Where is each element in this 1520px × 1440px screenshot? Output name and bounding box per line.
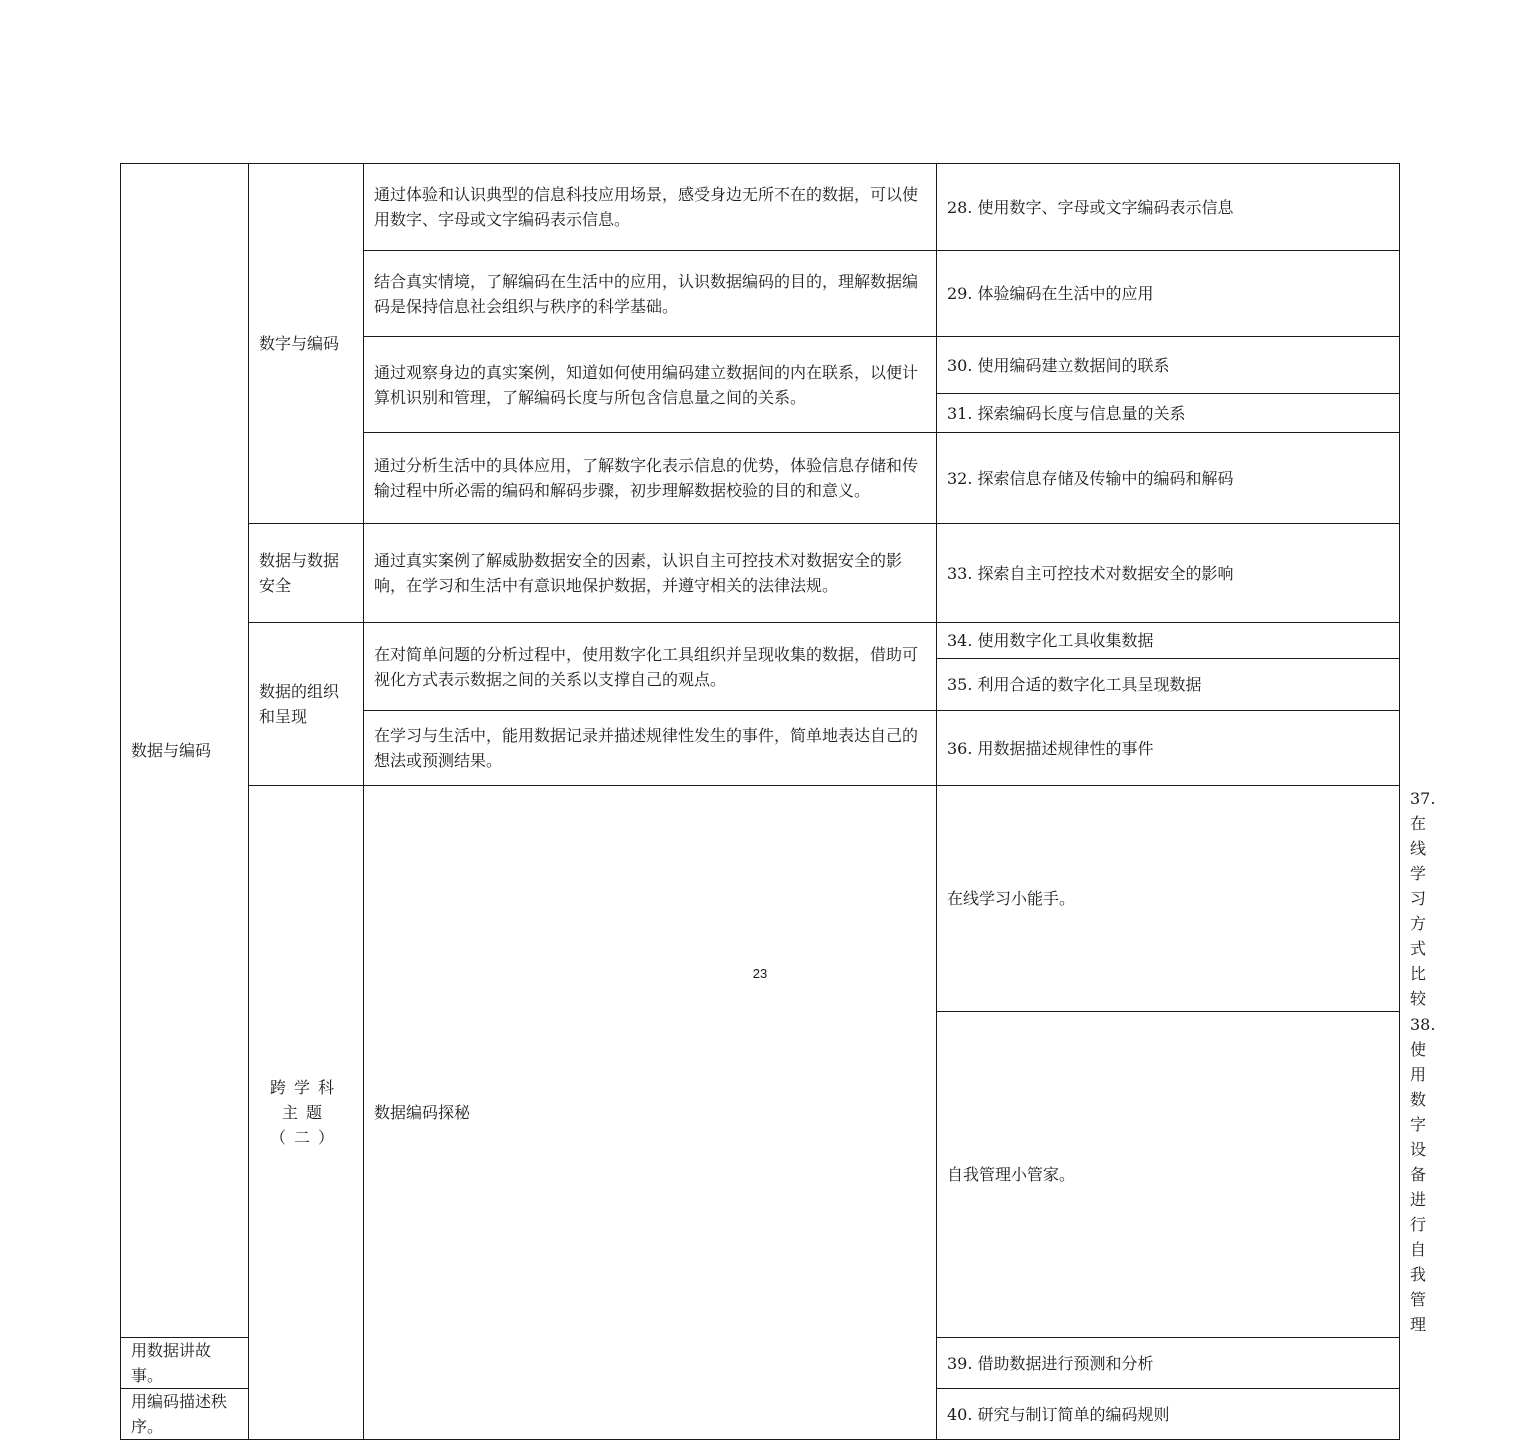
activity-cell: 32. 探索信息存储及传输中的编码和解码: [937, 433, 1400, 524]
activity-cell: 33. 探索自主可控技术对数据安全的影响: [937, 524, 1400, 623]
requirement-cell: 通过观察身边的真实案例，知道如何使用编码建立数据间的内在联系，以便计算机识别和管理，了解编码长度与所包含信息量之间的关系。: [364, 337, 937, 433]
requirement-cell: 在对简单问题的分析过程中，使用数字化工具组织并呈现收集的数据，借助可视化方式表示数据之间的关系以支撑自己的观点。: [364, 623, 937, 711]
requirement-cell: 在学习与生活中，能用数据记录并描述规律性发生的事件，简单地表达自己的想法或预测结果。: [364, 711, 937, 786]
requirement-cell: 用编码描述秩序。: [121, 1389, 249, 1440]
requirement-cell: 用数据讲故事。: [121, 1338, 249, 1389]
domain-cell: 跨学科主题（二）: [249, 786, 364, 1440]
requirement-cell: 通过真实案例了解威胁数据安全的因素，认识自主可控技术对数据安全的影响，在学习和生活中有意识地保护数据，并遵守相关的法律法规。: [364, 524, 937, 623]
requirement-cell: 通过体验和认识典型的信息科技应用场景，感受身边无所不在的数据，可以使用数字、字母或文字编码表示信息。: [364, 164, 937, 251]
activity-cell: 40. 研究与制订简单的编码规则: [937, 1389, 1400, 1440]
subtopic-cell: 数据的组织和呈现: [249, 623, 364, 786]
activity-cell: 36. 用数据描述规律性的事件: [937, 711, 1400, 786]
subtopic-cell: 数字与编码: [249, 164, 364, 524]
domain-cell: 数据与编码: [121, 164, 249, 1338]
subtopic-cell: 数据编码探秘: [364, 786, 937, 1440]
activity-cell: 28. 使用数字、字母或文字编码表示信息: [937, 164, 1400, 251]
requirement-cell: 自我管理小管家。: [937, 1012, 1400, 1338]
activity-cell: 30. 使用编码建立数据间的联系: [937, 337, 1400, 394]
page-number: 23: [752, 966, 768, 981]
requirement-cell: 结合真实情境，了解编码在生活中的应用，认识数据编码的目的，理解数据编码是保持信息社会组织与秩序的科学基础。: [364, 251, 937, 337]
subtopic-cell: 数据与数据安全: [249, 524, 364, 623]
curriculum-table: [120, 163, 1436, 1440]
activity-cell: 34. 使用数字化工具收集数据: [937, 623, 1400, 659]
table-row: 自我管理小管家。 38. 使用数字设备进行自我管理: [121, 1012, 1400, 1338]
table-row: [121, 164, 1400, 251]
activity-cell: 39. 借助数据进行预测和分析: [937, 1338, 1400, 1389]
table-row: [121, 524, 1400, 623]
activity-cell: 31. 探索编码长度与信息量的关系: [937, 394, 1400, 433]
table-row: 跨学科主题（二） 数据编码探秘 在线学习小能手。 37. 在线学习方式比较: [121, 786, 1400, 1012]
table-row: [121, 623, 1400, 659]
activity-cell: 29. 体验编码在生活中的应用: [937, 251, 1400, 337]
requirement-cell: 在线学习小能手。: [937, 786, 1400, 1012]
requirement-cell: 通过分析生活中的具体应用，了解数字化表示信息的优势，体验信息存储和传输过程中所必需的编码和解码步骤，初步理解数据校验的目的和意义。: [364, 433, 937, 524]
activity-cell: 35. 利用合适的数字化工具呈现数据: [937, 659, 1400, 711]
